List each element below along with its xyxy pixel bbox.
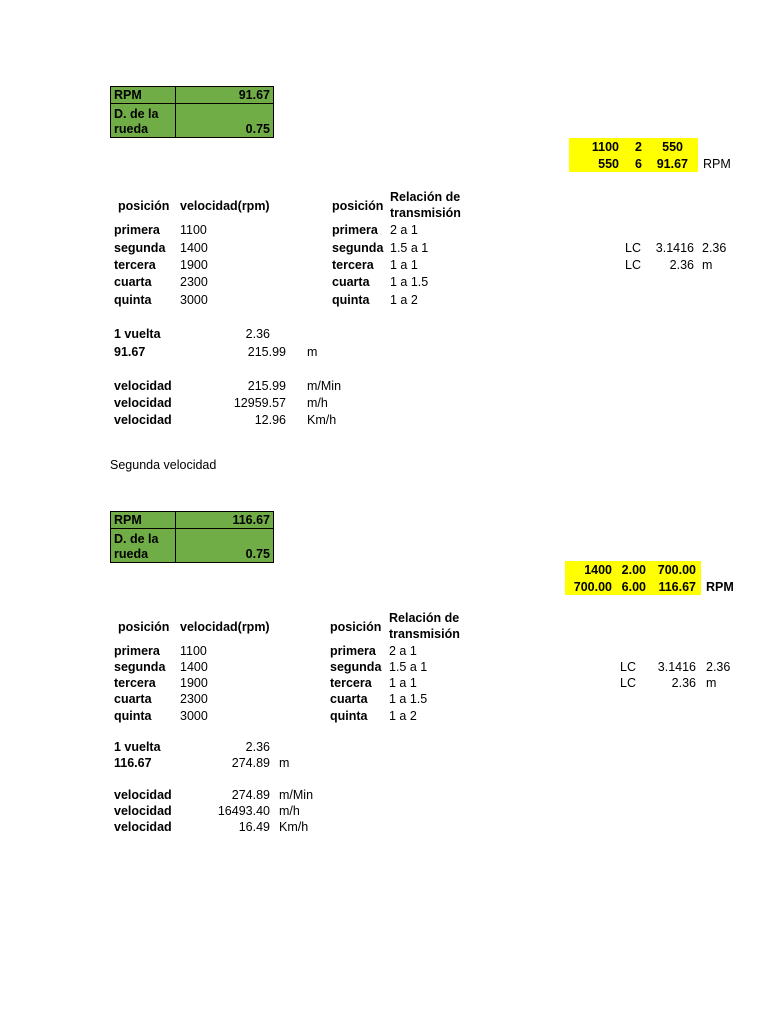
row-position-2: tercera — [330, 676, 372, 690]
rpm-wheel-table — [110, 511, 274, 563]
lc-value: 3.1416 — [655, 241, 694, 255]
header-relacion-1: Relación de — [390, 190, 461, 204]
header-relacion-2: transmisión — [390, 206, 461, 220]
row-speed: 1400 — [180, 660, 208, 674]
lc-value: 3.1416 — [657, 660, 696, 674]
lc-value: 2.36 — [671, 676, 696, 690]
velocidad-value: 215.99 — [247, 379, 286, 393]
row-position-2: segunda — [330, 660, 382, 674]
header-velocidad: velocidad(rpm) — [180, 199, 270, 213]
velocidad-label: velocidad — [114, 820, 172, 834]
row-position-2: segunda — [332, 241, 384, 255]
wheel-diameter-label — [111, 104, 176, 138]
lc-label: LC — [625, 241, 641, 255]
row-position-2: cuarta — [330, 692, 368, 706]
velocidad-unit: Km/h — [307, 413, 337, 427]
row-position-2: quinta — [330, 709, 368, 723]
row-speed: 1400 — [180, 241, 208, 255]
row-ratio: 2 a 1 — [390, 223, 418, 237]
calc-cell: 700.00 — [573, 580, 612, 594]
rpm-value: 91.67 — [176, 87, 274, 104]
row-ratio: 1 a 1.5 — [390, 275, 429, 289]
row-position-2: primera — [332, 223, 378, 237]
row-speed: 2300 — [180, 692, 208, 706]
calc-cell: 6.00 — [621, 580, 646, 594]
header-posicion: posición — [118, 620, 170, 634]
row-position: tercera — [114, 676, 156, 690]
vuelta-value: 2.36 — [245, 327, 270, 341]
row-position: primera — [114, 644, 160, 658]
lc-label: LC — [625, 258, 641, 272]
row-ratio: 1 a 1 — [390, 258, 418, 272]
lc-value: 2.36 — [669, 258, 694, 272]
calc-unit: RPM — [703, 157, 731, 171]
velocidad-value: 16.49 — [238, 820, 270, 834]
velocidad-value: 12.96 — [254, 413, 286, 427]
header-posicion: posición — [118, 199, 170, 213]
row-position-2: tercera — [332, 258, 374, 272]
velocidad-value: 16493.40 — [217, 804, 270, 818]
row-ratio: 1 a 1.5 — [389, 692, 428, 706]
calc-cell: 550 — [598, 157, 619, 171]
calc-cell: 1400 — [584, 563, 612, 577]
row-ratio: 1.5 a 1 — [390, 241, 429, 255]
row-speed: 3000 — [180, 709, 208, 723]
lc-label: LC — [620, 676, 636, 690]
row-speed: 3000 — [180, 293, 208, 307]
velocidad-unit: m/Min — [279, 788, 314, 802]
row-position-2: primera — [330, 644, 376, 658]
section-title: Segunda velocidad — [110, 458, 217, 472]
velocidad-value: 12959.57 — [233, 396, 286, 410]
lc-extra: m — [706, 676, 717, 690]
calc-cell: 700.00 — [657, 563, 696, 577]
header-posicion-2: posición — [332, 199, 384, 213]
velocidad-unit: Km/h — [279, 820, 309, 834]
calc-unit: RPM — [706, 580, 734, 594]
vuelta-unit: m — [279, 756, 290, 770]
vuelta-label: 1 vuelta — [114, 327, 161, 341]
velocidad-unit: m/h — [307, 396, 328, 410]
row-position: quinta — [114, 293, 152, 307]
wheel-diameter-value: 0.75 — [176, 529, 274, 563]
velocidad-label: velocidad — [114, 788, 172, 802]
lc-extra: 2.36 — [702, 241, 727, 255]
row-position-2: cuarta — [332, 275, 370, 289]
row-position: tercera — [114, 258, 156, 272]
row-position: primera — [114, 223, 160, 237]
rpm-value: 116.67 — [176, 512, 274, 529]
calc-cell: 550 — [662, 140, 683, 154]
calc-cell: 6 — [635, 157, 642, 171]
row-position: quinta — [114, 709, 152, 723]
rpm-label: RPM — [111, 87, 176, 104]
row-speed: 1100 — [180, 223, 207, 237]
row-position: cuarta — [114, 692, 152, 706]
velocidad-label: velocidad — [114, 396, 172, 410]
calc-cell: 2 — [635, 140, 642, 154]
row-ratio: 1 a 1 — [389, 676, 417, 690]
row-position: segunda — [114, 660, 166, 674]
row-position: cuarta — [114, 275, 152, 289]
velocidad-label: velocidad — [114, 413, 172, 427]
calc-cell: 116.67 — [658, 580, 696, 594]
vuelta-label: 116.67 — [114, 756, 152, 770]
row-ratio: 1.5 a 1 — [389, 660, 428, 674]
velocidad-label: velocidad — [114, 379, 172, 393]
row-speed: 2300 — [180, 275, 208, 289]
row-speed: 1900 — [180, 676, 208, 690]
wheel-label-line2: rueda — [114, 122, 149, 136]
wheel-label-line1: D. de la — [114, 532, 159, 546]
vuelta-unit: m — [307, 345, 318, 359]
calc-cell: 91.67 — [656, 157, 688, 171]
lc-extra: m — [702, 258, 713, 272]
velocidad-unit: m/Min — [307, 379, 342, 393]
row-speed: 1900 — [180, 258, 208, 272]
wheel-label-line1: D. de la — [114, 107, 159, 121]
velocidad-label: velocidad — [114, 804, 172, 818]
calc-cell: 1100 — [591, 140, 619, 154]
vuelta-value: 274.89 — [231, 756, 270, 770]
velocidad-unit: m/h — [279, 804, 300, 818]
vuelta-value: 2.36 — [245, 740, 270, 754]
header-posicion-2: posición — [330, 620, 382, 634]
rpm-wheel-table — [110, 86, 274, 138]
lc-extra: 2.36 — [706, 660, 731, 674]
rpm-label: RPM — [111, 512, 176, 529]
velocidad-value: 274.89 — [231, 788, 270, 802]
header-relacion-2: transmisión — [389, 627, 460, 641]
header-velocidad: velocidad(rpm) — [180, 620, 270, 634]
row-position: segunda — [114, 241, 166, 255]
vuelta-label: 91.67 — [114, 345, 146, 359]
wheel-diameter-label — [111, 529, 176, 563]
header-relacion-1: Relación de — [389, 611, 460, 625]
wheel-label-line2: rueda — [114, 547, 149, 561]
row-ratio: 1 a 2 — [390, 293, 418, 307]
row-position-2: quinta — [332, 293, 370, 307]
row-ratio: 1 a 2 — [389, 709, 417, 723]
vuelta-label: 1 vuelta — [114, 740, 161, 754]
vuelta-value: 215.99 — [247, 345, 286, 359]
row-ratio: 2 a 1 — [389, 644, 417, 658]
wheel-diameter-value: 0.75 — [176, 104, 274, 138]
lc-label: LC — [620, 660, 636, 674]
calc-cell: 2.00 — [621, 563, 646, 577]
row-speed: 1100 — [180, 644, 207, 658]
